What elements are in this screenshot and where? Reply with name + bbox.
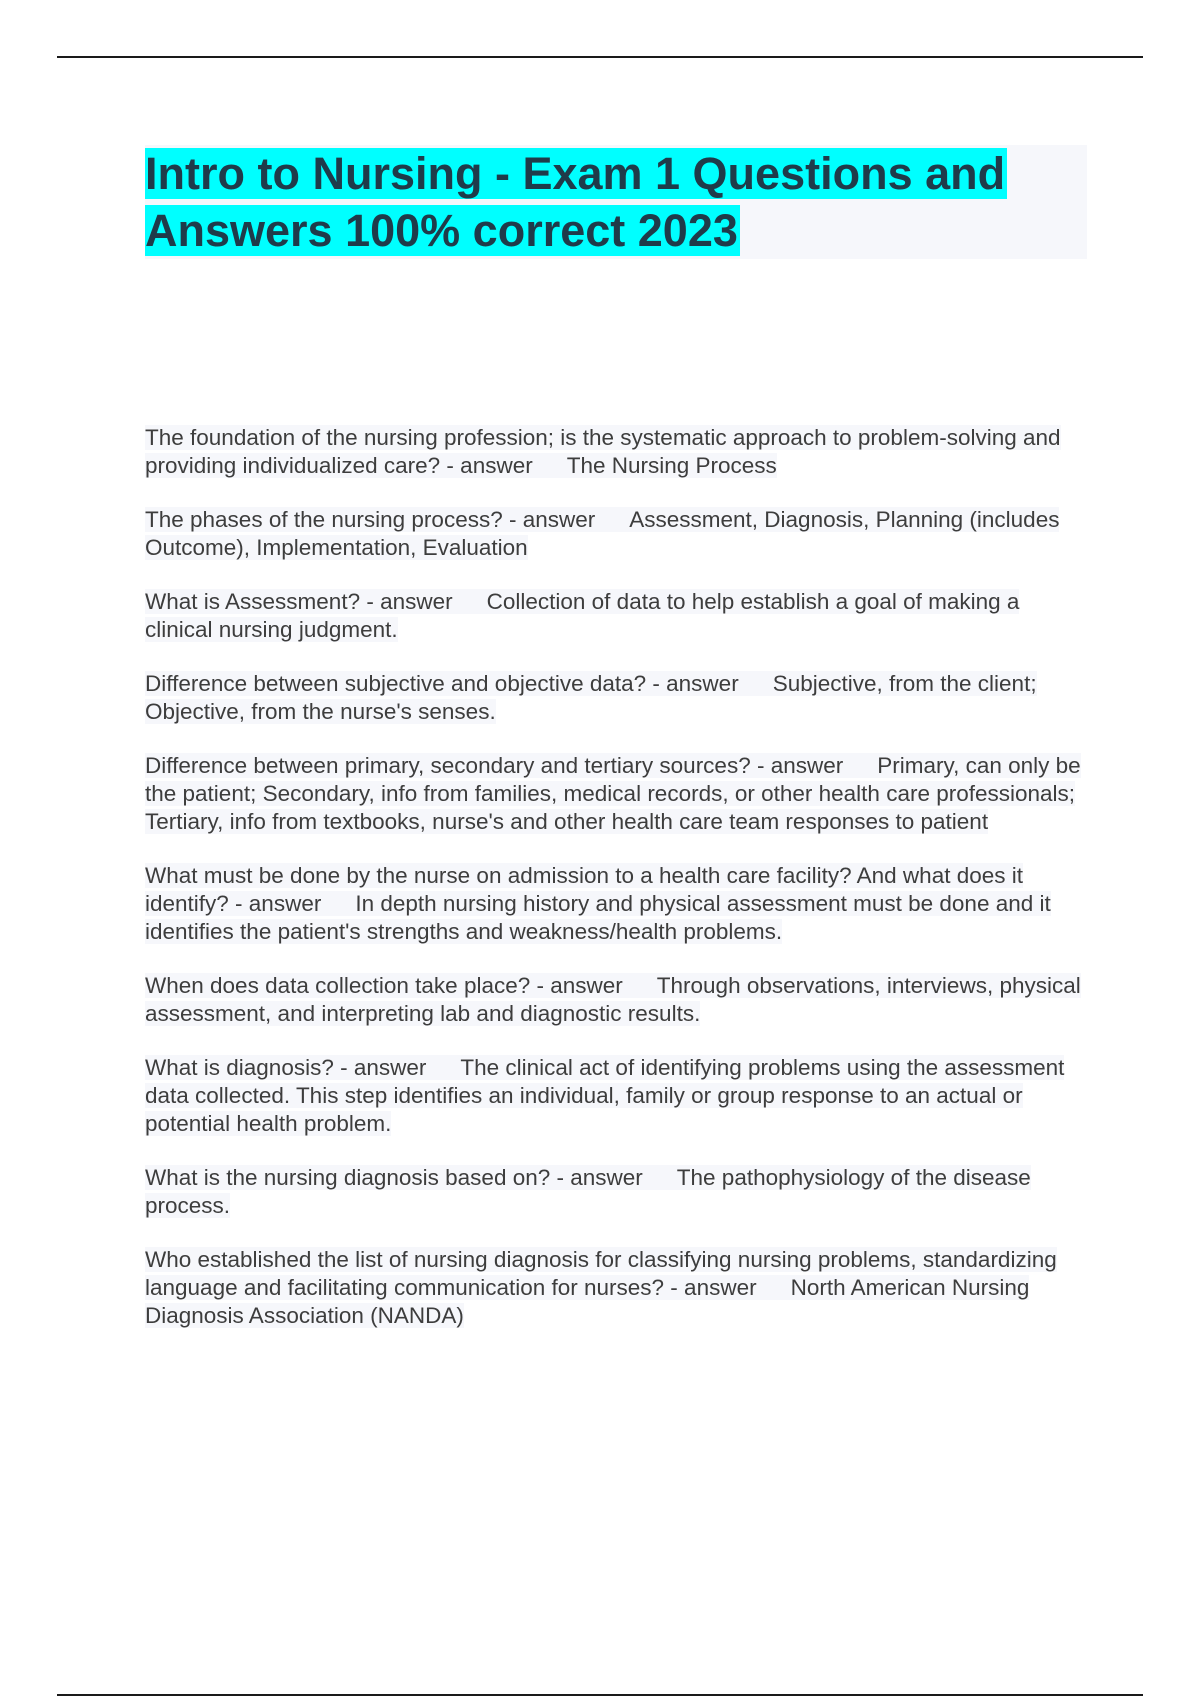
qa-item xyxy=(145,424,1085,480)
question-text: Who established the list of nursing diagnosis for classifying nursing problems, standardizing language and facilitating communication for nurses? - answer xyxy=(145,1247,1057,1300)
question-text: The phases of the nursing process? - answer xyxy=(145,507,596,532)
question-text: What is the nursing diagnosis based on? - answer xyxy=(145,1165,643,1190)
qa-list xyxy=(145,424,1085,1356)
title-block xyxy=(145,145,1087,259)
qa-item xyxy=(145,862,1085,946)
answer-text: Through observations, interviews, physical assessment, and interpreting lab and diagnostic results. xyxy=(145,973,1081,1026)
document-title xyxy=(145,145,1087,259)
qa-item xyxy=(145,1246,1085,1330)
qa-item xyxy=(145,1164,1085,1220)
answer-text: Assessment, Diagnosis, Planning (includes Outcome), Implementation, Evaluation xyxy=(145,507,1060,560)
answer-text: In depth nursing history and physical assessment must be done and it identifies the patient's strengths and weakness/health problems. xyxy=(145,891,1051,944)
title-highlight: Intro to Nursing - Exam 1 Questions and Answers 100% correct 2023 xyxy=(145,148,1006,256)
question-text: When does data collection take place? - answer xyxy=(145,973,623,998)
answer-text: The Nursing Process xyxy=(566,453,777,478)
qa-item xyxy=(145,1054,1085,1138)
qa-item xyxy=(145,588,1085,644)
question-text: The foundation of the nursing profession; is the systematic approach to problem-solving and providing individualized care? - answer xyxy=(145,425,1061,478)
qa-item xyxy=(145,972,1085,1028)
answer-text: Collection of data to help establish a goal of making a clinical nursing judgment. xyxy=(145,589,1020,642)
question-text: What is Assessment? - answer xyxy=(145,589,453,614)
answer-text: North American Nursing Diagnosis Association (NANDA) xyxy=(145,1275,1030,1328)
answer-text: The clinical act of identifying problems using the assessment data collected. This step identifies an individual, family or group response to an actual or potential health problem. xyxy=(145,1055,1065,1136)
qa-item xyxy=(145,670,1085,726)
bottom-rule xyxy=(57,1694,1143,1696)
answer-text: Subjective, from the client; Objective, from the nurse's senses. xyxy=(145,671,1037,724)
qa-item xyxy=(145,752,1085,836)
question-text: What must be done by the nurse on admission to a health care facility? And what does it identify? - answer xyxy=(145,863,1024,916)
answer-text: The pathophysiology of the disease process. xyxy=(145,1165,1031,1218)
top-rule xyxy=(57,56,1143,58)
question-text: Difference between subjective and objective data? - answer xyxy=(145,671,739,696)
question-text: Difference between primary, secondary and tertiary sources? - answer xyxy=(145,753,844,778)
question-text: What is diagnosis? - answer xyxy=(145,1055,427,1080)
qa-item xyxy=(145,506,1085,562)
answer-text: Primary, can only be the patient; Secondary, info from families, medical records, or other health care professionals; Tertiary, info from textbooks, nurse's and other health care team responses to patient xyxy=(145,753,1081,834)
